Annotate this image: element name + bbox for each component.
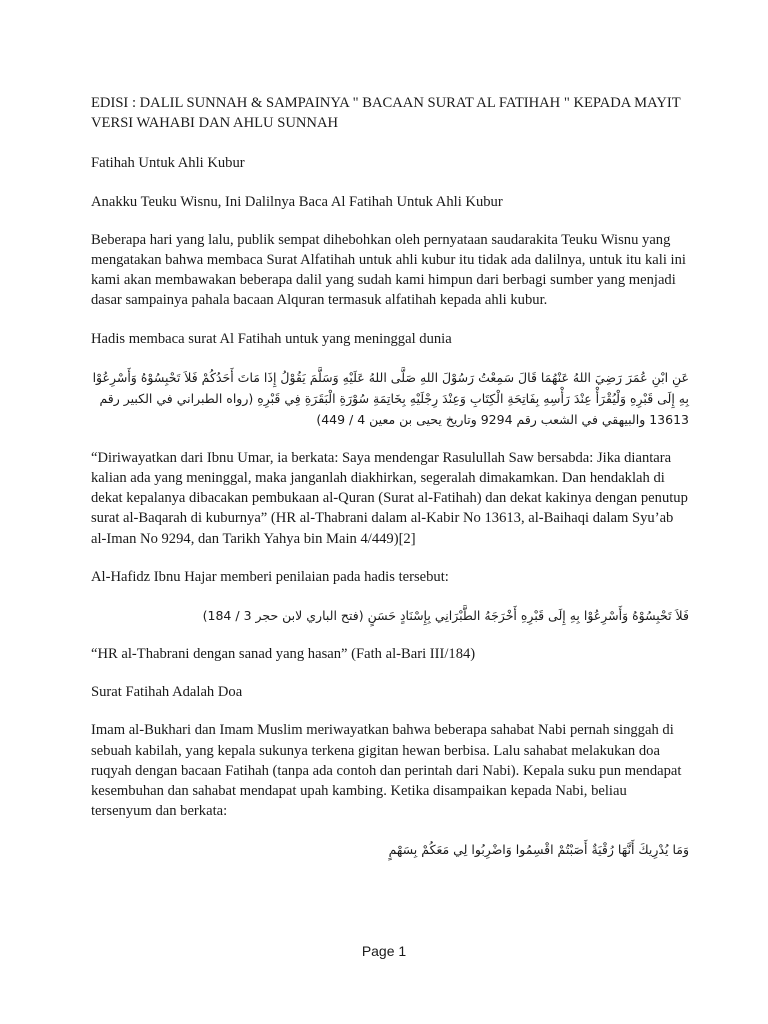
section-heading: Hadis membaca surat Al Fatihah untuk yang meninggal dunia bbox=[91, 330, 452, 347]
body-paragraph: Beberapa hari yang lalu, publik sempat dihebohkan oleh pernyataan saudarakita Teuku Wisnu yang mengatakan bahwa membaca Surat Alfatihah untuk ahli kubur itu tidak ada dalilnya, untuk itu kali ini kami akan membawakan beberapa dalil yang sudah kami himpun dari berbagi sumber yang menjadi dasar sampainya pahala bacaan Alquran termasuk alfatihah kepada ahli kubur. bbox=[91, 231, 686, 309]
title-line: EDISI : DALIL SUNNAH & SAMPAINYA " BACAAN SURAT AL FATIHAH " KEPADA MAYIT bbox=[91, 95, 681, 111]
arabic-hadith-text: عَنِ ابْنِ عُمَرَ رَضِيَ اللهُ عَنْهُمَا قَالَ سَمِعْتُ رَسُوْلَ اللهِ صَلَّى اللهُ عَلَيْهِ وَسَلَّمَ يَقُوْلُ إِذَا مَاتَ أَحَدُكُمْ فَلاَ تَحْبِسُوْهُ وَأَسْرِعُوْا بِهِ إِلَى قَبْرِهِ وَلْيُقْرَأْ عِنْدَ رَأْسِهِ بِفَاتِحَةِ الْكِتَابِ وَعِنْدَ رِجْلَيْهِ بِخَاتِمَةِ سُوْرَةِ الْبَقَرَةِ فِي قَبْرِهِ (رواه الطبراني في الكبير رقم 13613 والبيهقي في الشعب رقم 9294 وتاريخ يحيى بن معين 4 / 449) bbox=[92, 369, 689, 427]
body-paragraph: “HR al-Thabrani dengan sanad yang hasan” (Fath al-Bari III/184) bbox=[91, 646, 476, 663]
arabic-hadith-text: وَمَا يُدْرِيكَ أَنَّهَا رُقْيَةٌ أَصَبْتُمْ اقْسِمُوا وَاضْرِبُوا لِي مَعَكُمْ بِسَهْمٍ bbox=[388, 842, 689, 858]
arabic-hadith-text: فَلاَ تَحْبِسُوْهُ وَأَسْرِعُوْا بِهِ إِلَى قَبْرِهِ أَخْرَجَهُ الطَّبْرَانِي بِإِسْنَادٍ حَسَنٍ (فتح الباري لابن حجر 3 / 184) bbox=[202, 608, 689, 624]
body-paragraph: Al-Hafidz Ibnu Hajar memberi penilaian pada hadis tersebut: bbox=[91, 568, 449, 585]
body-paragraph: “Diriwayatkan dari Ibnu Umar, ia berkata: Saya mendengar Rasulullah Saw bersabda: Jika diantara kalian ada yang meninggal, maka janganlah diakhirkan, segeralah dimakamkan. Dan hendaklah di dekat kepalanya dibacakan pembukaan al-Quran (Surat al-Fatihah) dan dekat kakinya dengan penutup surat al-Baqarah di kuburnya” (HR al-Thabrani dalam al-Kabir No 13613, al-Baihaqi dalam Syu’ab al-Iman No 9294, dan Tarikh Yahya bin Main 4/449)[2] bbox=[91, 449, 688, 547]
section-heading: Anakku Teuku Wisnu, Ini Dalilnya Baca Al Fatihah Untuk Ahli Kubur bbox=[91, 193, 503, 210]
page-number: Page 1 bbox=[361, 943, 407, 959]
document-title bbox=[91, 93, 689, 133]
section-heading: Surat Fatihah Adalah Doa bbox=[91, 684, 243, 701]
body-paragraph: Imam al-Bukhari dan Imam Muslim meriwayatkan bahwa beberapa sahabat Nabi pernah singgah di sebuah kabilah, yang kepala sukunya terkena gigitan hewan berbisa. Lalu sahabat melakukan doa ruqyah dengan bacaan Fatihah (tanpa ada contoh dan perintah dari Nabi). Kepala suku pun mendapat kesembuhan dan sahabat mendapat upah kambing. Ketika disampaikan kepada Nabi, beliau tersenyum dan berkata: bbox=[91, 722, 682, 820]
section-heading: Fatihah Untuk Ahli Kubur bbox=[91, 155, 245, 172]
document-body bbox=[91, 93, 689, 878]
title-line: VERSI WAHABI DAN AHLU SUNNAH bbox=[91, 115, 339, 132]
